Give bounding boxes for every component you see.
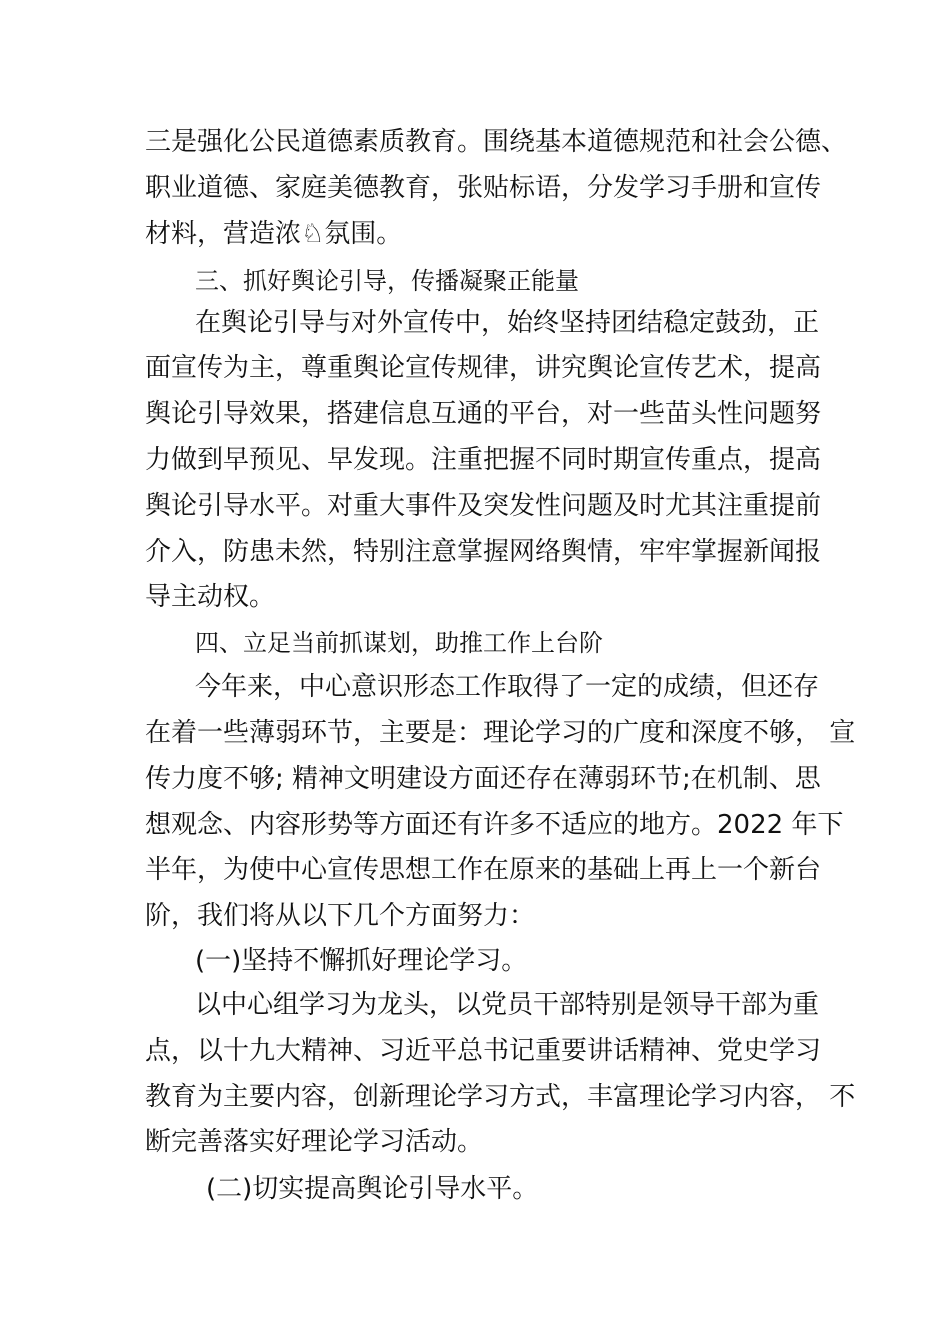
text-line-23: 断完善落实好理论学习活动。: [145, 1127, 484, 1157]
text-line-3: 材料，营造浓♘氛围。: [145, 219, 403, 249]
text-line-22: 教育为主要内容，创新理论学习方式，丰富理论学习内容， 不: [145, 1082, 856, 1112]
subheading-1: (一)坚持不懈抓好理论学习。: [195, 946, 528, 976]
text-line-8: 力做到早预见、早发现。注重把握不同时期宣传重点，提高: [145, 445, 822, 475]
text-line-2: 职业道德、家庭美德教育，张贴标语，分发学习手册和宣传: [145, 173, 822, 203]
text-line-13: 今年来，中心意识形态工作取得了一定的成绩，但还存: [195, 672, 820, 702]
text-line-1: 三是强化公民道德素质教育。围绕基本道德规范和社会公德、: [145, 127, 848, 157]
section-heading-4: 四、立足当前抓谋划，助推工作上台阶: [195, 629, 603, 657]
text-line-15: 传力度不够; 精神文明建设方面还存在薄弱环节;在机制、思: [145, 764, 821, 794]
text-line-10: 介入，防患未然，特别注意掌握网络舆情，牢牢掌握新闻报: [145, 537, 822, 567]
subheading-2: (二)切实提高舆论引导水平。: [206, 1174, 539, 1204]
text-line-7: 舆论引导效果，搭建信息互通的平台，对一些苗头性问题努: [145, 399, 822, 429]
text-line-11: 导主动权。: [145, 582, 276, 612]
text-line-18: 阶，我们将从以下几个方面努力：: [145, 901, 536, 931]
text-line-9: 舆论引导水平。对重大事件及突发性问题及时尤其注重提前: [145, 491, 822, 521]
text-line-14: 在着一些薄弱环节，主要是：理论学习的广度和深度不够， 宣: [145, 718, 856, 748]
text-line-20: 以中心组学习为龙头，以党员干部特别是领导干部为重: [195, 990, 820, 1020]
text-line-5: 在舆论引导与对外宣传中，始终坚持团结稳定鼓劲，正: [195, 308, 820, 338]
text-line-17: 半年，为使中心宣传思想工作在原来的基础上再上一个新台: [145, 855, 822, 885]
section-heading-3: 三、抓好舆论引导，传播凝聚正能量: [195, 267, 579, 295]
text-line-21: 点，以十九大精神、习近平总书记重要讲话精神、党史学习: [145, 1036, 822, 1066]
text-line-16: 想观念、内容形势等方面还有许多不适应的地方。2022 年下: [145, 810, 844, 840]
text-line-6: 面宣传为主，尊重舆论宣传规律，讲究舆论宣传艺术，提高: [145, 353, 822, 383]
